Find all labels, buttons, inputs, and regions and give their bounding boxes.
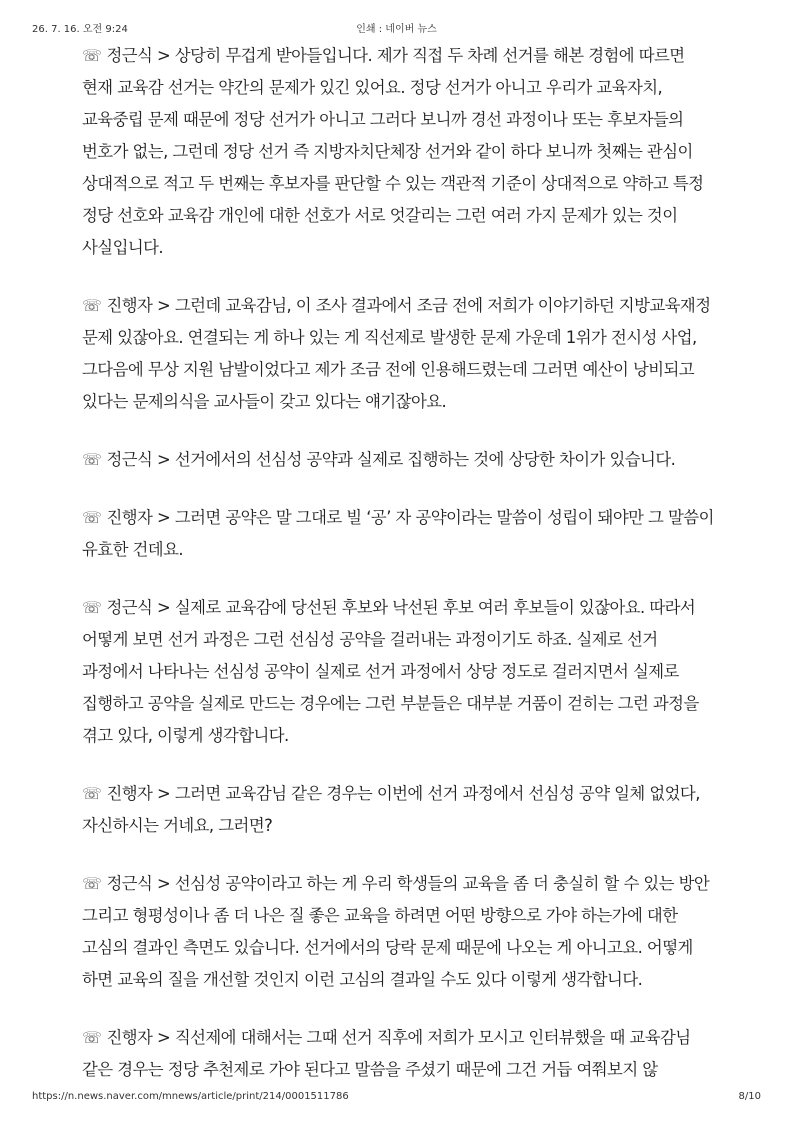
telephone-icon: ☏ — [82, 784, 102, 803]
telephone-icon: ☏ — [82, 46, 102, 65]
paragraph-text: 그러면 공약은 말 그대로 빌 ‘공’ 자 공약이라는 말씀이 성립이 돼야만 그 말씀이 유효한 건데요. — [82, 508, 714, 559]
paragraph-text: 실제로 교육감에 당선된 후보와 낙선된 후보 여러 후보들이 있잖아요. 따라서 어떻게 보면 선거 과정은 그런 선심성 공약을 걸러내는 과정이기도 하죠. 실제로 선거 과정에서 나타나는 선심성 공약이 실제로 선거 과정에서 상당 정도로 걸러지면서 실제로 집행하고 공약을 실제로 만드는 경우에는 그런 부분들은 대부분 거품이 걷히는 그런 과정을 겪고 있다, 이렇게 생각합니다. — [82, 598, 699, 745]
speaker-label: 정근식 > — [106, 598, 175, 617]
speaker-label: 진행자 > — [106, 784, 175, 803]
print-datetime: 26. 7. 16. 오전 9:24 — [32, 24, 128, 35]
speaker-label: 정근식 > — [106, 874, 175, 893]
interview-paragraph — [82, 290, 718, 418]
telephone-icon: ☏ — [82, 508, 102, 527]
speaker-label: 정근식 > — [106, 46, 175, 65]
telephone-icon: ☏ — [82, 874, 102, 893]
telephone-icon: ☏ — [82, 1028, 102, 1047]
speaker-label: 정근식 > — [106, 450, 175, 469]
article-url: https://n.news.naver.com/mnews/article/print/214/0001511786 — [32, 1091, 349, 1102]
interview-paragraph — [82, 502, 718, 566]
print-page-title: 인쇄 : 네이버 뉴스 — [356, 24, 437, 35]
print-header — [32, 20, 761, 36]
interview-paragraph — [82, 778, 718, 842]
interview-paragraph — [82, 592, 718, 752]
page-number: 8/10 — [738, 1091, 761, 1102]
paragraph-text: 그런데 교육감님, 이 조사 결과에서 조금 전에 저희가 이야기하던 지방교육재정 문제 있잖아요. 연결되는 게 하나 있는 게 직선제로 발생한 문제 가운데 1위가 전시성 사업, 그다음에 무상 지원 남발이었다고 제가 조금 전에 인용해드렸는데 그러면 예산이 낭비되고 있다는 문제의식을 교사들이 갖고 있다는 얘기잖아요. — [82, 296, 711, 411]
paragraph-text: 선거에서의 선심성 공약과 실제로 집행하는 것에 상당한 차이가 있습니다. — [174, 450, 676, 469]
speaker-label: 진행자 > — [106, 508, 175, 527]
article-body — [82, 40, 718, 1112]
paragraph-text: 선심성 공약이라고 하는 게 우리 학생들의 교육을 좀 더 충실히 할 수 있는 방안 그리고 형평성이나 좀 더 나은 질 좋은 교육을 하려면 어떤 방향으로 가야 하는가에 대한 고심의 결과인 측면도 있습니다. 선거에서의 당락 문제 때문에 나오는 게 아니고요. 어떻게 하면 교육의 질을 개선할 것인지 이런 고심의 결과일 수도 있다 이렇게 생각합니다. — [82, 874, 710, 989]
telephone-icon: ☏ — [82, 598, 102, 617]
paragraph-text: 직선제에 대해서는 그때 선거 직후에 저희가 모시고 인터뷰했을 때 교육감님 같은 경우는 정당 추천제로 가야 된다고 말씀을 주셨기 때문에 그건 거듭 여쭤보지 않 — [82, 1028, 691, 1079]
interview-paragraph — [82, 40, 718, 264]
speaker-label: 진행자 > — [106, 1028, 175, 1047]
interview-paragraph — [82, 1022, 718, 1086]
interview-paragraph — [82, 444, 718, 476]
paragraph-text: 상당히 무겁게 받아들입니다. 제가 직접 두 차례 선거를 해본 경험에 따르면 현재 교육감 선거는 약간의 문제가 있긴 있어요. 정당 선거가 아니고 우리가 교육자치, 교육중립 문제 때문에 정당 선거가 아니고 그러다 보니까 경선 과정이나 또는 후보자들의 번호가 없는, 그런데 정당 선거 즉 지방자치단체장 선거와 같이 하다 보니까 첫째는 관심이 상대적으로 적고 두 번째는 후보자를 판단할 수 있는 객관적 기준이 상대적으로 약하고 특정 정당 선호와 교육감 개인에 대한 선호가 서로 엇갈리는 그런 여러 가지 문제가 있는 것이 사실입니다. — [82, 46, 704, 257]
speaker-label: 진행자 > — [106, 296, 175, 315]
print-footer — [32, 1091, 761, 1107]
telephone-icon: ☏ — [82, 296, 102, 315]
interview-paragraph — [82, 868, 718, 996]
telephone-icon: ☏ — [82, 450, 102, 469]
paragraph-text: 그러면 교육감님 같은 경우는 이번에 선거 과정에서 선심성 공약 일체 없었다, 자신하시는 거네요, 그러면? — [82, 784, 700, 835]
